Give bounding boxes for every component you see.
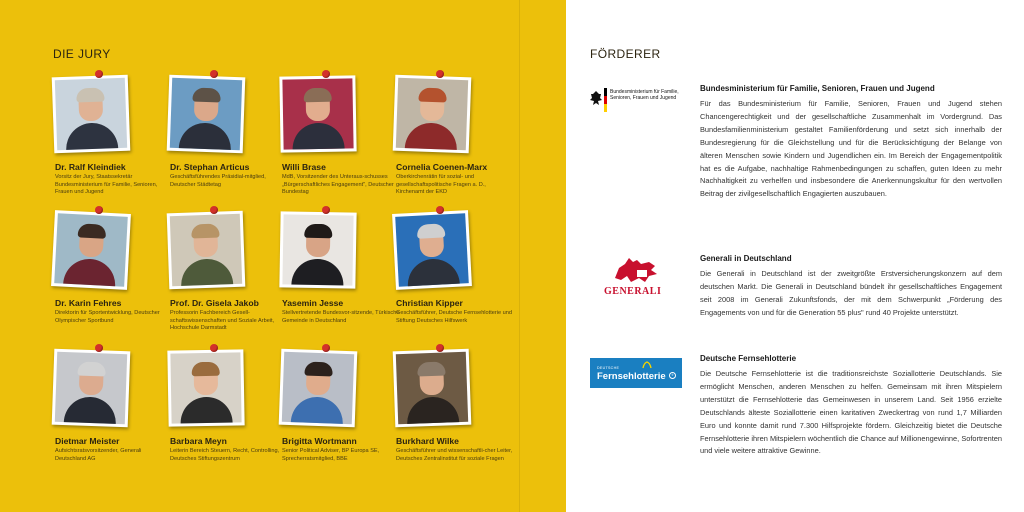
member-description: Leiterin Bereich Steuern, Recht, Controlling, Deutsches Stiftungszentrum xyxy=(170,448,280,462)
member-description: Stellvertretende Bundesvor-sitzende, Türkische Gemeinde in Deutschland xyxy=(282,310,400,324)
member-description: Geschäftsführendes Präsidial-mitglied, Deutscher Städtetag xyxy=(170,174,266,188)
member-description: Senior Political Adviser, BP Europa SE, Sprecherratsmitglied, BBE xyxy=(282,448,380,462)
pin-icon xyxy=(322,70,330,78)
flag-stripes xyxy=(604,88,607,112)
sponsors-page xyxy=(566,0,1024,512)
member-photo xyxy=(51,210,131,290)
member-description: Direktorin für Sportentwicklung, Deutscher Olympischer Sportbund xyxy=(55,310,160,324)
sponsor-generali xyxy=(590,254,1000,344)
sponsor-fernsehlotterie xyxy=(590,354,1000,484)
generali-logo xyxy=(590,256,682,300)
member-description: MdB, Vorsitzender des Unteraus-schusses „Bürgerschaftliches Engagement", Deutscher Bundestag xyxy=(282,174,394,196)
member-name: Prof. Dr. Gisela Jakob xyxy=(170,298,259,308)
sponsor-title: Generali in Deutschland xyxy=(700,254,792,263)
member-photo xyxy=(393,75,472,154)
sponsor-text: Für das Bundesministerium für Familie, Senioren, Frauen und Jugend stehen Chancengerechtigkeit und der gesellschaftliche Zusammenhalt im Vordergrund. Das Bundesfamilienministerium gestaltet Familienförderung und setzt sich innerhalb der Bundesregierung für die Gleichstellung und für die Berücksichtigung der Belange von älteren Menschen sowie Kindern und Jugendlichen ein. Im Bereich der Engagementpolitik hat es die Aufgabe, nachhaltige Rahmenbedingungen zu schaffen, guten Ideen zu mehr Nachhaltigkeit zu verhelfen und insbesondere die Anerkennungskultur für den wertvollen Beitrag der zivilgesellschaftlich Engagierten auszubauen. xyxy=(700,99,1002,199)
member-name: Dr. Stephan Articus xyxy=(170,162,250,172)
member-photo xyxy=(52,75,131,154)
member-name: Dr. Karin Fehres xyxy=(55,298,122,308)
jury-heading: DIE JURY xyxy=(53,47,111,61)
member-name: Burkhard Wilke xyxy=(396,436,459,446)
member-photo xyxy=(167,75,246,154)
member-name: Dietmar Meister xyxy=(55,436,120,446)
member-photo xyxy=(279,211,356,288)
member-photo xyxy=(393,349,472,428)
pin-icon xyxy=(436,70,444,78)
member-name: Yasemin Jesse xyxy=(282,298,344,308)
registered-icon: ® xyxy=(669,372,676,379)
sponsors-heading: FÖRDERER xyxy=(590,47,661,61)
pin-icon xyxy=(210,70,218,78)
fernsehlotterie-logo xyxy=(590,358,682,388)
member-name: Cornelia Coenen-Marx xyxy=(396,162,488,172)
member-description: Vorsitz der Jury, Staatssekretär Bundesministerium für Familie, Senioren, Frauen und Jugend xyxy=(55,174,158,196)
member-photo xyxy=(52,349,131,428)
pin-icon xyxy=(322,206,330,214)
bmfsfj-logo-text: Bundesministerium für Familie, Senioren, Frauen und Jugend xyxy=(610,89,679,101)
member-photo xyxy=(392,210,472,290)
sponsor-title: Bundesministerium für Familie, Senioren, Frauen und Jugend xyxy=(700,84,935,93)
member-name: Willi Brase xyxy=(282,162,326,172)
sponsor-title: Deutsche Fernsehlotterie xyxy=(700,354,797,363)
bmfsfj-logo xyxy=(590,88,682,112)
pin-icon xyxy=(95,344,103,352)
pin-icon xyxy=(436,344,444,352)
member-name: Brigitta Wortmann xyxy=(282,436,357,446)
member-photo xyxy=(167,349,244,426)
sponsor-text: Die Deutsche Fernsehlotterie ist die traditionsreichste Soziallotterie Deutschlands. Sie ermöglicht Menschen, anderen Menschen zu helfen. Gemeinsam mit ihren Mitspielern unterstützt die Fernsehlotterie das Gemeinwesen in unserem Land. Seit 1956 erzielte Deutschlands älteste Soziallotterie einen karitativen Zweckertrag von rund 1,7 Milliarden Euro und konnte damit rund 7.300 Hilfsprojekte fördern. Gleichzeitig bietet die Deutsche Fernsehlotterie ihren Mitspielern wöchentlich die Chance auf Millionengewinne, Sofortrenten und viele weitere attraktive Gewinne. xyxy=(700,369,1002,456)
eagle-icon xyxy=(590,90,602,106)
pin-icon xyxy=(436,206,444,214)
member-photo xyxy=(279,349,358,428)
sponsor-text: Die Generali in Deutschland ist der zweitgrößte Erstversicherungskonzern auf dem deutschen Markt. Die Generali in Deutschland bündelt ihr gesellschaftliches Engagement seit 2008 im Generali Zukunftsfonds, der mit dem Schwerpunkt „Förderung des Engagements von und für die Generation 55 plus" rund 40 Projekte unterstützt. xyxy=(700,269,1002,317)
pin-icon xyxy=(210,344,218,352)
member-name: Barbara Meyn xyxy=(170,436,227,446)
member-name: Christian Kipper xyxy=(396,298,463,308)
generali-logo-text: GENERALI xyxy=(604,286,662,297)
member-description: Geschäftsführer und wissenschaftli-cher Leiter, Deutsches Zentralinstitut für soziale Fragen xyxy=(396,448,513,462)
fernsehlotterie-logo-small: DEUTSCHE xyxy=(597,366,620,370)
member-description: Aufsichtsratsvorsitzender, Generali Deutschland AG xyxy=(55,448,142,462)
pin-icon xyxy=(95,70,103,78)
member-description: Professorin Fachbereich Gesell-schaftswissenschaften und Soziale Arbeit, Hochschule Darmstadt xyxy=(170,310,275,332)
hand-icon xyxy=(642,361,652,369)
member-name: Dr. Ralf Kleindiek xyxy=(55,162,126,172)
fernsehlotterie-logo-text: Fernsehlotterie xyxy=(597,371,666,382)
pin-icon xyxy=(322,344,330,352)
pin-icon xyxy=(210,206,218,214)
member-description: Geschäftsführer, Deutsche Fernsehlotterie und Stiftung Deutsches Hilfswerk xyxy=(396,310,512,324)
member-photo xyxy=(279,75,356,152)
pin-icon xyxy=(95,206,103,214)
sponsor-bmfsfj xyxy=(590,84,1000,244)
member-photo xyxy=(167,211,246,290)
lion-icon xyxy=(611,256,661,284)
member-description: Oberkirchenrätin für sozial- und gesellschaftspolitische Fragen a. D., Kirchenamt der EKD xyxy=(396,174,486,196)
